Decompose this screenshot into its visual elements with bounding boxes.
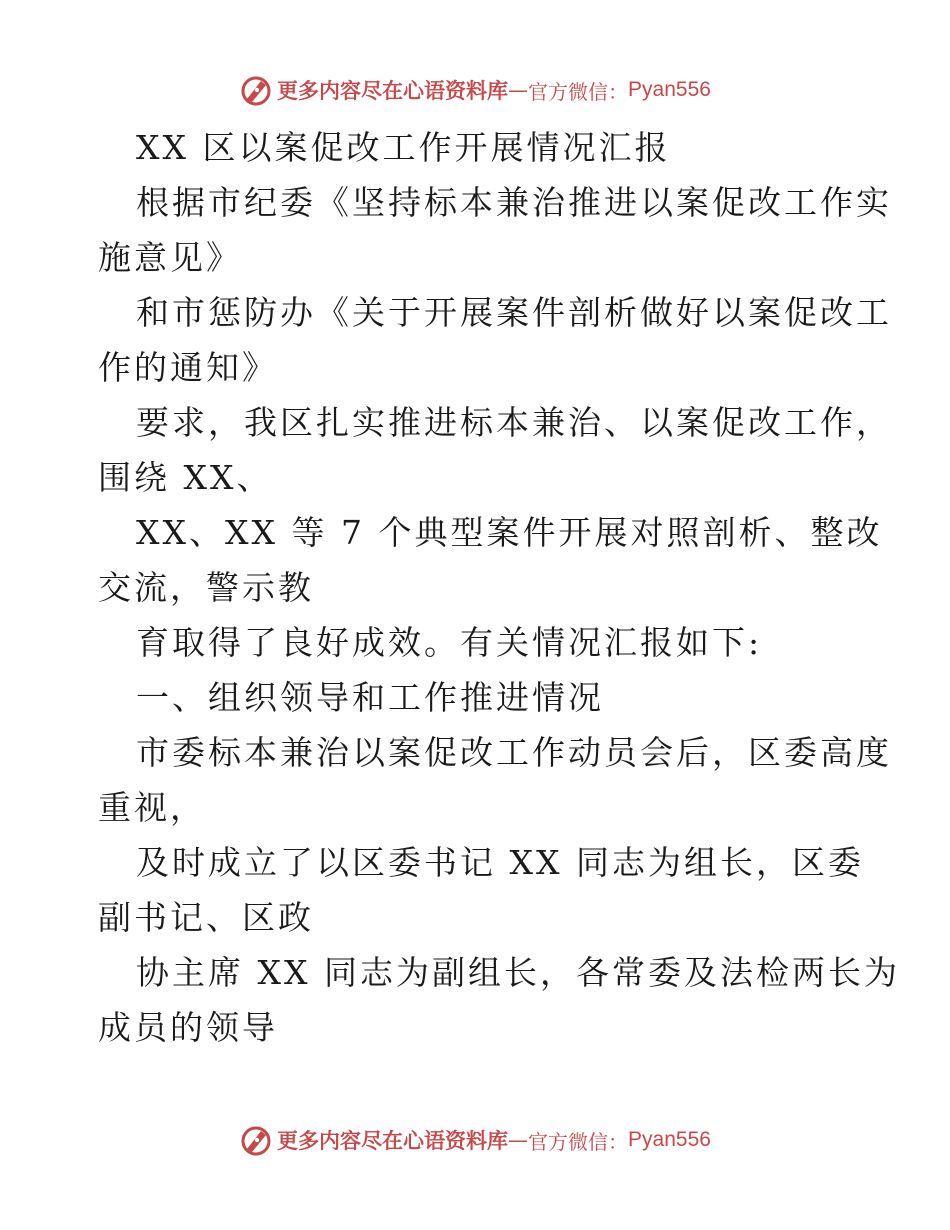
text-line: 重视， — [98, 788, 206, 827]
watermark-separator: — — [508, 78, 529, 102]
watermark-separator: — — [508, 1128, 529, 1152]
text-line: 协主席 XX 同志为副组长，各常委及法检两长为 — [136, 953, 900, 992]
watermark-wechat-label: 官方微信： — [528, 79, 629, 104]
text-line: 一、组织领导和工作推进情况 — [136, 678, 604, 717]
text-line: 围绕 XX、 — [98, 458, 273, 497]
text-line: XX 区以案促改工作开展情况汇报 — [136, 128, 671, 167]
document-body — [98, 120, 900, 1055]
watermark-banner-bottom — [0, 1120, 950, 1160]
text-line: 作的通知》 — [98, 348, 278, 387]
watermark-site-text: 更多内容尽在心语资料库 — [277, 78, 509, 103]
pen-nib-circle-icon — [239, 1123, 273, 1157]
text-line: 根据市纪委《坚持标本兼治推进以案促改工作实 — [136, 183, 892, 222]
watermark-wechat-id: Pyan556 — [628, 78, 711, 101]
text-line: 交流，警示教 — [98, 568, 314, 607]
text-line: 要求，我区扎实推进标本兼治、以案促改工作， — [136, 403, 892, 442]
pen-nib-circle-icon — [239, 73, 273, 107]
text-line: 市委标本兼治以案促改工作动员会后，区委高度 — [136, 733, 892, 772]
watermark-wechat-label: 官方微信： — [528, 1129, 629, 1154]
text-line: 和市惩防办《关于开展案件剖析做好以案促改工 — [136, 293, 892, 332]
text-line: 施意见》 — [98, 238, 242, 277]
text-line: XX、XX 等 7 个典型案件开展对照剖析、整改 — [136, 513, 883, 552]
text-line: 副书记、区政 — [98, 898, 314, 937]
watermark-banner-top — [0, 70, 950, 110]
text-line: 及时成立了以区委书记 XX 同志为组长，区委 — [136, 843, 864, 882]
watermark-wechat-id: Pyan556 — [628, 1128, 711, 1151]
text-line: 育取得了良好成效。有关情况汇报如下: — [136, 623, 763, 662]
watermark-site-text: 更多内容尽在心语资料库 — [277, 1128, 509, 1153]
text-line: 成员的领导 — [98, 1008, 278, 1047]
